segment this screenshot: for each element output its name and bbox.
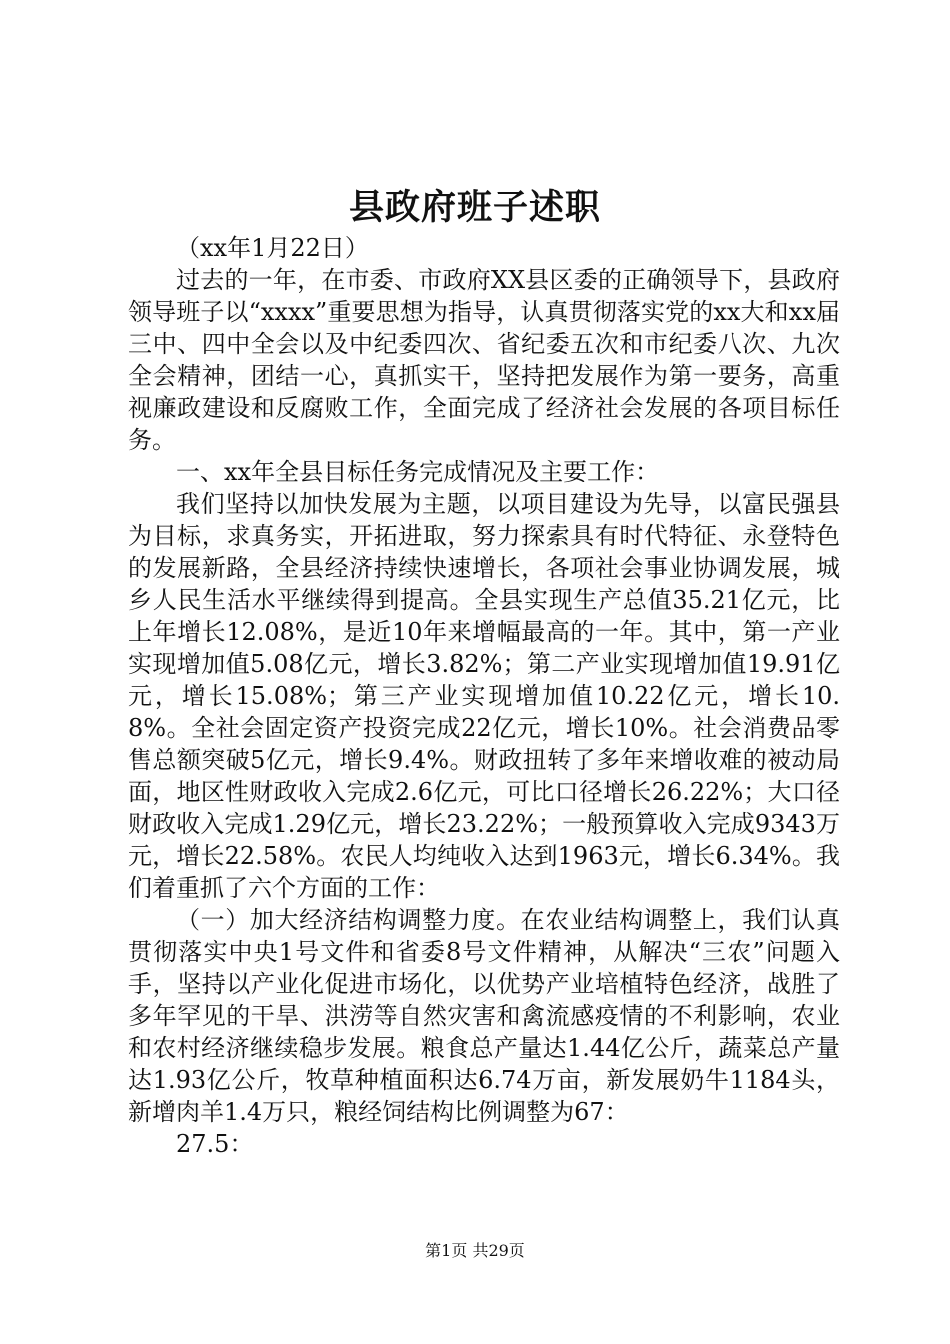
document-body <box>128 232 840 1160</box>
document-title: 县政府班子述职 <box>348 187 601 228</box>
date-line: （xx年1月22日） <box>176 234 369 262</box>
page-footer: 第1页 共29页 <box>425 1241 525 1260</box>
paragraph-ratio-continued: 27.5： <box>176 1130 254 1158</box>
paragraph-intro: 过去的一年，在市委、市政府XX县区委的正确领导下，县政府领导班子以“xxxx”重要思想为指导，认真贯彻落实党的xx大和xx届三中、四中全会以及中纪委四次、省纪委五次和市纪委八次、九次全会精神，团结一心，真抓实干，坚持把发展作为第一要务，高重视廉政建设和反腐败工作，全面完成了经济社会发展的各项目标任务。 <box>128 266 840 454</box>
section-heading: 一、xx年全县目标任务完成情况及主要工作： <box>176 458 660 486</box>
paragraph-structure-adjustment: （一）加大经济结构调整力度。在农业结构调整上，我们认真贯彻落实中央1号文件和省委8号文件精神，从解决“三农”问题入手，坚持以产业化促进市场化，以优势产业培植特色经济，战胜了多年罕见的干旱、洪涝等自然灾害和禽流感疫情的不利影响，农业和农村经济继续稳步发展。粮食总产量达1.44亿公斤，蔬菜总产量达1.93亿公斤，牧草种植面积达6.74万亩，新发展奶牛1184头，新增肉羊1.4万只，粮经饲结构比例调整为67： <box>128 906 840 1126</box>
paragraph-achievements: 我们坚持以加快发展为主题，以项目建设为先导，以富民强县为目标，求真务实，开拓进取，努力探索具有时代特征、永登特色的发展新路，全县经济持续快速增长，各项社会事业协调发展，城乡人民生活水平继续得到提高。全县实现生产总值35.21亿元，比上年增长12.08%，是近10年来增幅最高的一年。其中，第一产业实现增加值5.08亿元，增长3.82%；第二产业实现增加值19.91亿元，增长15.08%；第三产业实现增加值10.22亿元，增长10.8%。全社会固定资产投资完成22亿元，增长10%。社会消费品零售总额突破5亿元，增长9.4%。财政扭转了多年来增收难的被动局面，地区性财政收入完成2.6亿元，可比口径增长26.22%；大口径财政收入完成1.29亿元，增长23.22%；一般预算收入完成9343万元，增长22.58%。农民人均纯收入达到1963元，增长6.34%。我们着重抓了六个方面的工作： <box>128 490 840 902</box>
